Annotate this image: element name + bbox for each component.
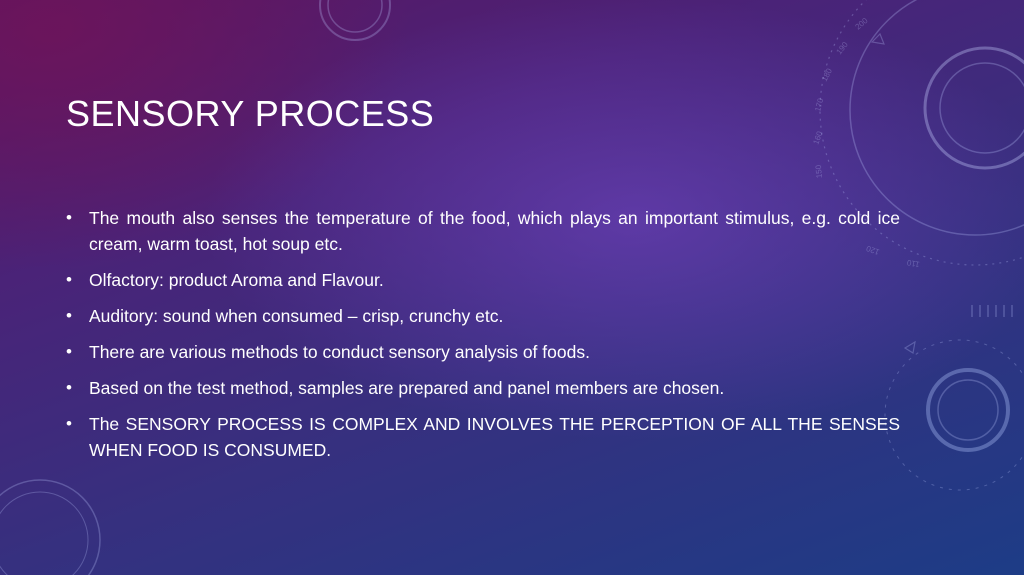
bullet-marker: •: [66, 208, 72, 227]
bullet-marker: •: [66, 342, 72, 361]
dial-number: 110: [906, 257, 921, 269]
ticks-right: [972, 305, 1012, 317]
lower-dial-inner: [938, 380, 998, 440]
bullet-text: The mouth also senses the temperature of the food, which plays an important stimulus, e.g. cold ice cream, warm toast, hot soup etc.: [89, 208, 900, 254]
dial-number: 180: [819, 66, 835, 83]
bullet-text: Olfactory: product Aroma and Flavour.: [89, 270, 384, 290]
dial-number: 190: [834, 40, 850, 57]
bullet-marker: •: [66, 414, 72, 433]
bullet-text: Auditory: sound when consumed – crisp, crunchy etc.: [89, 306, 504, 326]
bullet-item: [66, 303, 900, 329]
bullet-text: The SENSORY PROCESS IS COMPLEX AND INVOLVES THE PERCEPTION OF ALL THE SENSES WHEN FOOD IS CONSUMED.: [89, 414, 900, 460]
dial-ring-inner: [940, 63, 1024, 153]
bullet-text: There are various methods to conduct sensory analysis of foods.: [89, 342, 590, 362]
dial-number: 150: [813, 164, 824, 179]
top-circle-inner: [328, 0, 382, 32]
dial-number: 160: [811, 130, 825, 146]
dial-number: 120: [865, 243, 881, 257]
bullet-item: [66, 205, 900, 257]
arrow-mark: [872, 34, 884, 44]
top-circle-outer: [320, 0, 390, 40]
bullet-marker: •: [66, 270, 72, 289]
bullet-item: [66, 375, 900, 401]
bullet-marker: •: [66, 306, 72, 325]
slide-title: SENSORY PROCESS: [66, 93, 435, 134]
dial-number: 200: [853, 16, 870, 32]
bullet-item: [66, 411, 900, 463]
dial-ring-small: [925, 48, 1024, 168]
bullet-list: [66, 205, 900, 473]
bullet-item: [66, 339, 900, 365]
lower-dial-ring: [885, 340, 1024, 490]
dial-ring-mid: [850, 0, 1024, 235]
bullet-text: Based on the test method, samples are prepared and panel members are chosen.: [89, 378, 725, 398]
lower-dial-outer: [928, 370, 1008, 450]
bullet-marker: •: [66, 378, 72, 397]
bottom-left-circle-outer: [0, 480, 100, 575]
dial-number: 170: [813, 97, 826, 113]
bottom-left-circle-inner: [0, 492, 88, 575]
arrow-mark-lower: [905, 342, 915, 353]
bullet-item: [66, 267, 900, 293]
